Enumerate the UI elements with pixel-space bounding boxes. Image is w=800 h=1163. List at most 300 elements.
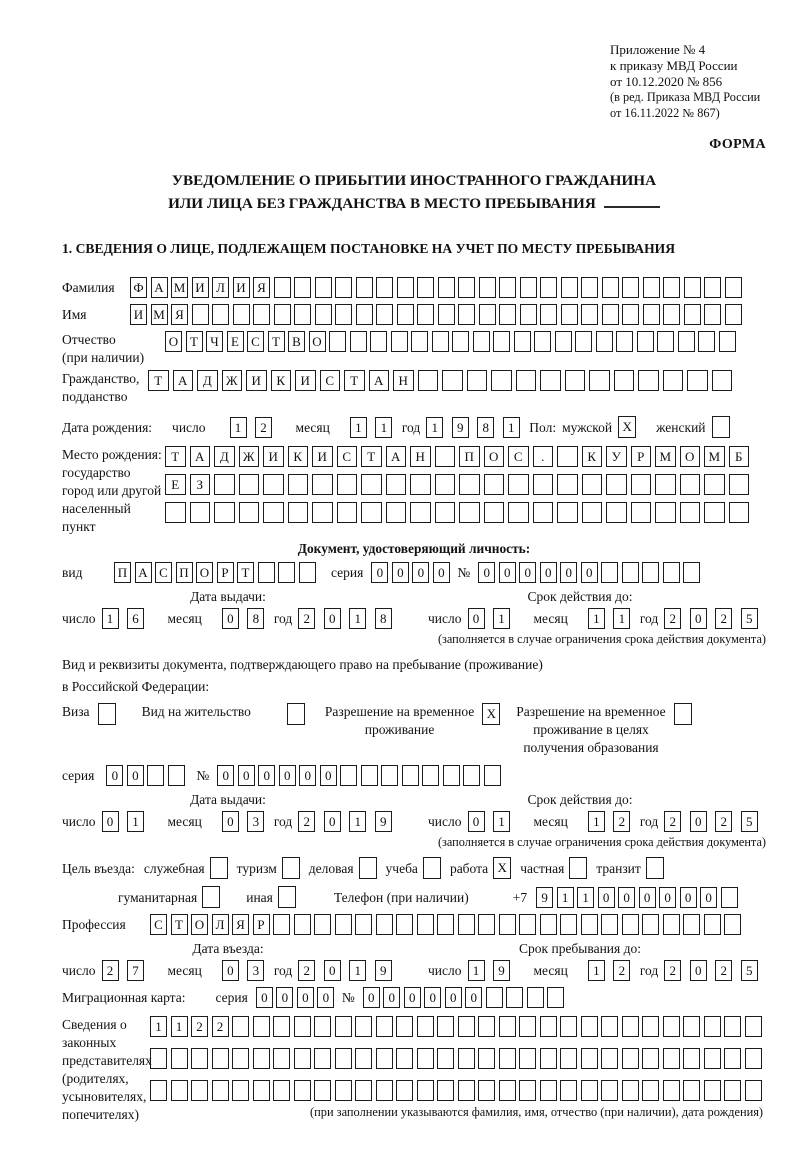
char-box[interactable] [663, 1016, 680, 1037]
char-box[interactable] [381, 765, 398, 786]
char-box[interactable] [335, 304, 352, 325]
char-box[interactable] [698, 331, 715, 352]
char-box[interactable] [191, 1048, 208, 1069]
char-box[interactable] [396, 914, 413, 935]
char-box[interactable] [601, 1016, 618, 1037]
char-box[interactable] [721, 887, 738, 908]
char-box[interactable] [459, 474, 480, 495]
char-box[interactable] [263, 474, 284, 495]
char-box[interactable]: 1 [349, 811, 366, 832]
char-box[interactable]: 1 [577, 887, 594, 908]
char-box[interactable] [520, 277, 537, 298]
char-box[interactable] [561, 277, 578, 298]
char-box[interactable]: 0 [324, 960, 341, 981]
char-box[interactable] [712, 370, 733, 391]
char-box[interactable]: 0 [468, 608, 485, 629]
char-box[interactable] [417, 1080, 434, 1101]
char-box[interactable] [540, 1080, 557, 1101]
char-box[interactable] [724, 1048, 741, 1069]
char-box[interactable] [214, 474, 235, 495]
identity-valid-day-input[interactable] [468, 608, 514, 629]
identity-issue-month-input[interactable] [222, 608, 268, 629]
char-box[interactable] [232, 1016, 249, 1037]
char-box[interactable] [533, 474, 554, 495]
char-box[interactable]: 0 [222, 811, 239, 832]
identity-kind-input[interactable] [114, 562, 319, 583]
char-box[interactable]: 0 [519, 562, 536, 583]
char-box[interactable] [622, 914, 639, 935]
char-box[interactable] [582, 474, 603, 495]
char-box[interactable]: 0 [371, 562, 388, 583]
char-box[interactable] [315, 277, 332, 298]
char-box[interactable]: 0 [540, 562, 557, 583]
char-box[interactable] [508, 502, 529, 523]
identity-valid-month-input[interactable] [588, 608, 634, 629]
char-box[interactable] [540, 370, 561, 391]
char-box[interactable] [499, 277, 516, 298]
char-box[interactable]: К [288, 446, 309, 467]
char-box[interactable]: М [171, 277, 188, 298]
char-box[interactable] [565, 370, 586, 391]
char-box[interactable] [396, 1016, 413, 1037]
char-box[interactable] [458, 1080, 475, 1101]
char-box[interactable]: 1 [588, 608, 605, 629]
char-box[interactable]: 0 [412, 562, 429, 583]
char-box[interactable] [397, 304, 414, 325]
phone-input[interactable] [536, 887, 741, 908]
char-box[interactable] [253, 1080, 270, 1101]
char-box[interactable] [724, 914, 741, 935]
char-box[interactable] [484, 765, 501, 786]
char-box[interactable]: 0 [404, 987, 421, 1008]
char-box[interactable]: Ч [206, 331, 223, 352]
purpose-official-checkbox[interactable] [210, 857, 228, 879]
residence-valid-month-input[interactable] [588, 811, 634, 832]
char-box[interactable] [622, 277, 639, 298]
char-box[interactable] [484, 502, 505, 523]
char-box[interactable] [437, 1048, 454, 1069]
char-box[interactable] [435, 474, 456, 495]
char-box[interactable]: 1 [127, 811, 144, 832]
char-box[interactable] [637, 331, 654, 352]
char-box[interactable]: Ж [222, 370, 243, 391]
char-box[interactable]: 0 [363, 987, 380, 1008]
birth-place-input-row2[interactable] [165, 474, 753, 495]
char-box[interactable] [678, 331, 695, 352]
char-box[interactable] [239, 502, 260, 523]
char-box[interactable]: Н [410, 446, 431, 467]
char-box[interactable]: О [309, 331, 326, 352]
char-box[interactable] [729, 502, 750, 523]
char-box[interactable]: А [386, 446, 407, 467]
char-box[interactable] [294, 1080, 311, 1101]
residence-issue-year-input[interactable] [298, 811, 395, 832]
char-box[interactable] [361, 765, 378, 786]
char-box[interactable] [745, 1048, 762, 1069]
char-box[interactable] [589, 370, 610, 391]
purpose-study-checkbox[interactable] [423, 857, 441, 879]
char-box[interactable] [557, 474, 578, 495]
char-box[interactable]: 1 [426, 417, 443, 438]
char-box[interactable] [745, 1080, 762, 1101]
char-box[interactable] [519, 1016, 536, 1037]
char-box[interactable]: Д [197, 370, 218, 391]
purpose-transit-checkbox[interactable] [646, 857, 664, 879]
char-box[interactable] [643, 277, 660, 298]
purpose-private-checkbox[interactable] [569, 857, 587, 879]
char-box[interactable]: А [190, 446, 211, 467]
char-box[interactable]: 2 [664, 960, 681, 981]
char-box[interactable] [376, 277, 393, 298]
char-box[interactable]: 0 [468, 811, 485, 832]
char-box[interactable]: М [655, 446, 676, 467]
migration-number-input[interactable] [363, 987, 568, 1008]
char-box[interactable]: И [295, 370, 316, 391]
char-box[interactable] [486, 987, 503, 1008]
char-box[interactable]: 0 [222, 608, 239, 629]
char-box[interactable]: Т [344, 370, 365, 391]
char-box[interactable] [479, 304, 496, 325]
char-box[interactable]: 0 [238, 765, 255, 786]
char-box[interactable] [491, 370, 512, 391]
char-box[interactable]: 0 [106, 765, 123, 786]
char-box[interactable] [356, 277, 373, 298]
char-box[interactable]: 0 [102, 811, 119, 832]
char-box[interactable]: 0 [279, 765, 296, 786]
char-box[interactable] [467, 370, 488, 391]
char-box[interactable] [417, 1048, 434, 1069]
char-box[interactable] [704, 304, 721, 325]
char-box[interactable]: 2 [715, 608, 732, 629]
char-box[interactable] [294, 1016, 311, 1037]
char-box[interactable]: П [459, 446, 480, 467]
char-box[interactable] [631, 474, 652, 495]
char-box[interactable] [557, 446, 578, 467]
char-box[interactable] [288, 502, 309, 523]
char-box[interactable]: 0 [700, 887, 717, 908]
char-box[interactable] [443, 765, 460, 786]
char-box[interactable] [514, 331, 531, 352]
char-box[interactable] [314, 1080, 331, 1101]
char-box[interactable] [557, 502, 578, 523]
char-box[interactable] [540, 277, 557, 298]
identity-number-input[interactable] [478, 562, 704, 583]
char-box[interactable] [190, 502, 211, 523]
char-box[interactable] [437, 1016, 454, 1037]
stay-day-input[interactable] [468, 960, 514, 981]
char-box[interactable] [376, 304, 393, 325]
char-box[interactable] [663, 914, 680, 935]
char-box[interactable] [663, 1048, 680, 1069]
char-box[interactable] [581, 1048, 598, 1069]
char-box[interactable]: 1 [503, 417, 520, 438]
char-box[interactable]: 2 [102, 960, 119, 981]
char-box[interactable] [150, 1080, 167, 1101]
char-box[interactable]: 9 [536, 887, 553, 908]
residence-valid-day-input[interactable] [468, 811, 514, 832]
char-box[interactable] [315, 304, 332, 325]
char-box[interactable] [417, 277, 434, 298]
char-box[interactable]: С [155, 562, 172, 583]
char-box[interactable]: Т [165, 446, 186, 467]
char-box[interactable]: 0 [127, 765, 144, 786]
char-box[interactable]: 2 [715, 811, 732, 832]
migration-series-input[interactable] [256, 987, 338, 1008]
char-box[interactable] [560, 914, 577, 935]
char-box[interactable] [214, 502, 235, 523]
char-box[interactable] [294, 914, 311, 935]
char-box[interactable] [191, 1080, 208, 1101]
char-box[interactable] [232, 1048, 249, 1069]
char-box[interactable] [516, 370, 537, 391]
char-box[interactable] [663, 370, 684, 391]
char-box[interactable]: 1 [350, 417, 367, 438]
char-box[interactable] [704, 914, 721, 935]
char-box[interactable]: С [150, 914, 167, 935]
char-box[interactable] [386, 502, 407, 523]
char-box[interactable]: 1 [171, 1016, 188, 1037]
stay-month-input[interactable] [588, 960, 634, 981]
char-box[interactable] [370, 331, 387, 352]
char-box[interactable] [314, 1016, 331, 1037]
char-box[interactable] [435, 502, 456, 523]
char-box[interactable] [396, 1048, 413, 1069]
char-box[interactable] [506, 987, 523, 1008]
char-box[interactable]: О [191, 914, 208, 935]
char-box[interactable]: Т [268, 331, 285, 352]
char-box[interactable] [540, 914, 557, 935]
char-box[interactable]: 0 [258, 765, 275, 786]
char-box[interactable] [410, 474, 431, 495]
char-box[interactable]: 0 [299, 765, 316, 786]
char-box[interactable]: 0 [256, 987, 273, 1008]
char-box[interactable] [402, 765, 419, 786]
char-box[interactable]: 0 [690, 811, 707, 832]
char-box[interactable]: 0 [297, 987, 314, 1008]
char-box[interactable] [253, 1016, 270, 1037]
char-box[interactable]: И [263, 446, 284, 467]
char-box[interactable]: И [312, 446, 333, 467]
char-box[interactable] [704, 1080, 721, 1101]
char-box[interactable] [643, 304, 660, 325]
char-box[interactable] [396, 1080, 413, 1101]
char-box[interactable] [581, 1080, 598, 1101]
char-box[interactable]: 0 [659, 887, 676, 908]
char-box[interactable] [478, 1080, 495, 1101]
char-box[interactable] [253, 1048, 270, 1069]
char-box[interactable] [312, 474, 333, 495]
char-box[interactable] [638, 370, 659, 391]
char-box[interactable] [683, 1048, 700, 1069]
identity-issue-day-input[interactable] [102, 608, 148, 629]
char-box[interactable]: Л [212, 914, 229, 935]
char-box[interactable] [555, 331, 572, 352]
char-box[interactable] [499, 914, 516, 935]
char-box[interactable] [438, 304, 455, 325]
char-box[interactable] [329, 331, 346, 352]
temporary-residence-checkbox[interactable]: X [482, 703, 500, 725]
char-box[interactable] [540, 1016, 557, 1037]
char-box[interactable]: 3 [247, 811, 264, 832]
citizenship-input[interactable] [148, 370, 736, 391]
char-box[interactable]: 1 [493, 811, 510, 832]
char-box[interactable] [719, 331, 736, 352]
char-box[interactable]: 1 [493, 608, 510, 629]
char-box[interactable]: 0 [324, 608, 341, 629]
char-box[interactable]: 0 [217, 765, 234, 786]
entry-year-input[interactable] [298, 960, 395, 981]
char-box[interactable] [335, 914, 352, 935]
char-box[interactable]: Е [165, 474, 186, 495]
char-box[interactable]: 7 [127, 960, 144, 981]
char-box[interactable]: 0 [445, 987, 462, 1008]
representatives-input-row3[interactable] [150, 1080, 765, 1101]
char-box[interactable] [458, 304, 475, 325]
char-box[interactable] [724, 1016, 741, 1037]
char-box[interactable]: 0 [465, 987, 482, 1008]
char-box[interactable]: М [704, 446, 725, 467]
char-box[interactable] [458, 1016, 475, 1037]
surname-input[interactable] [130, 277, 745, 298]
char-box[interactable]: 3 [247, 960, 264, 981]
char-box[interactable]: . [533, 446, 554, 467]
residence-series-input[interactable] [106, 765, 188, 786]
char-box[interactable] [499, 304, 516, 325]
char-box[interactable]: 5 [741, 608, 758, 629]
char-box[interactable]: К [582, 446, 603, 467]
char-box[interactable] [601, 1048, 618, 1069]
char-box[interactable] [168, 765, 185, 786]
char-box[interactable]: 0 [680, 887, 697, 908]
char-box[interactable] [704, 1048, 721, 1069]
char-box[interactable] [458, 277, 475, 298]
char-box[interactable]: 0 [392, 562, 409, 583]
char-box[interactable]: 2 [255, 417, 272, 438]
char-box[interactable]: Р [631, 446, 652, 467]
char-box[interactable]: 1 [349, 960, 366, 981]
char-box[interactable] [337, 502, 358, 523]
char-box[interactable]: 1 [588, 811, 605, 832]
char-box[interactable] [663, 277, 680, 298]
char-box[interactable] [642, 1080, 659, 1101]
char-box[interactable]: 0 [433, 562, 450, 583]
purpose-humanitarian-checkbox[interactable] [202, 886, 220, 908]
char-box[interactable]: 2 [212, 1016, 229, 1037]
char-box[interactable] [361, 474, 382, 495]
char-box[interactable] [386, 474, 407, 495]
char-box[interactable] [355, 1048, 372, 1069]
char-box[interactable] [581, 277, 598, 298]
char-box[interactable] [478, 914, 495, 935]
char-box[interactable] [335, 1080, 352, 1101]
char-box[interactable] [493, 331, 510, 352]
char-box[interactable] [581, 914, 598, 935]
char-box[interactable]: И [192, 277, 209, 298]
char-box[interactable] [273, 914, 290, 935]
char-box[interactable] [602, 304, 619, 325]
char-box[interactable]: О [165, 331, 182, 352]
birth-month-input[interactable] [350, 417, 396, 438]
char-box[interactable]: А [151, 277, 168, 298]
char-box[interactable] [606, 474, 627, 495]
char-box[interactable] [212, 1080, 229, 1101]
char-box[interactable]: А [173, 370, 194, 391]
char-box[interactable]: М [151, 304, 168, 325]
char-box[interactable] [527, 987, 544, 1008]
char-box[interactable] [725, 304, 742, 325]
char-box[interactable] [704, 502, 725, 523]
char-box[interactable] [683, 914, 700, 935]
residence-permit-checkbox[interactable] [287, 703, 305, 725]
char-box[interactable]: 1 [150, 1016, 167, 1037]
char-box[interactable]: Я [171, 304, 188, 325]
char-box[interactable] [171, 1048, 188, 1069]
char-box[interactable]: Р [217, 562, 234, 583]
char-box[interactable] [314, 1048, 331, 1069]
char-box[interactable] [704, 277, 721, 298]
char-box[interactable] [273, 1080, 290, 1101]
char-box[interactable]: 1 [468, 960, 485, 981]
char-box[interactable] [606, 502, 627, 523]
char-box[interactable] [417, 1016, 434, 1037]
char-box[interactable]: О [680, 446, 701, 467]
char-box[interactable] [582, 502, 603, 523]
char-box[interactable] [614, 370, 635, 391]
visa-checkbox[interactable] [98, 703, 116, 725]
char-box[interactable] [417, 304, 434, 325]
char-box[interactable] [239, 474, 260, 495]
char-box[interactable]: 5 [741, 811, 758, 832]
char-box[interactable] [663, 1080, 680, 1101]
char-box[interactable]: 0 [581, 562, 598, 583]
char-box[interactable] [294, 304, 311, 325]
char-box[interactable]: Б [729, 446, 750, 467]
char-box[interactable] [622, 1016, 639, 1037]
representatives-input-row2[interactable] [150, 1048, 765, 1069]
stay-year-input[interactable] [664, 960, 761, 981]
char-box[interactable] [273, 1048, 290, 1069]
birth-place-input-row1[interactable] [165, 446, 753, 467]
char-box[interactable] [663, 304, 680, 325]
char-box[interactable]: 0 [598, 887, 615, 908]
char-box[interactable]: И [246, 370, 267, 391]
char-box[interactable]: 8 [247, 608, 264, 629]
char-box[interactable] [361, 502, 382, 523]
char-box[interactable]: 0 [383, 987, 400, 1008]
char-box[interactable] [273, 1016, 290, 1037]
char-box[interactable] [397, 277, 414, 298]
char-box[interactable] [432, 331, 449, 352]
char-box[interactable]: С [247, 331, 264, 352]
char-box[interactable]: 2 [298, 608, 315, 629]
char-box[interactable]: А [135, 562, 152, 583]
char-box[interactable]: Е [227, 331, 244, 352]
char-box[interactable]: Ж [239, 446, 260, 467]
char-box[interactable] [683, 562, 700, 583]
char-box[interactable] [410, 502, 431, 523]
char-box[interactable] [171, 1080, 188, 1101]
char-box[interactable] [355, 914, 372, 935]
char-box[interactable] [355, 1016, 372, 1037]
char-box[interactable] [729, 474, 750, 495]
char-box[interactable] [687, 370, 708, 391]
char-box[interactable]: 0 [324, 811, 341, 832]
char-box[interactable] [540, 304, 557, 325]
char-box[interactable] [601, 914, 618, 935]
char-box[interactable]: 0 [478, 562, 495, 583]
char-box[interactable]: Я [253, 277, 270, 298]
char-box[interactable]: 0 [424, 987, 441, 1008]
